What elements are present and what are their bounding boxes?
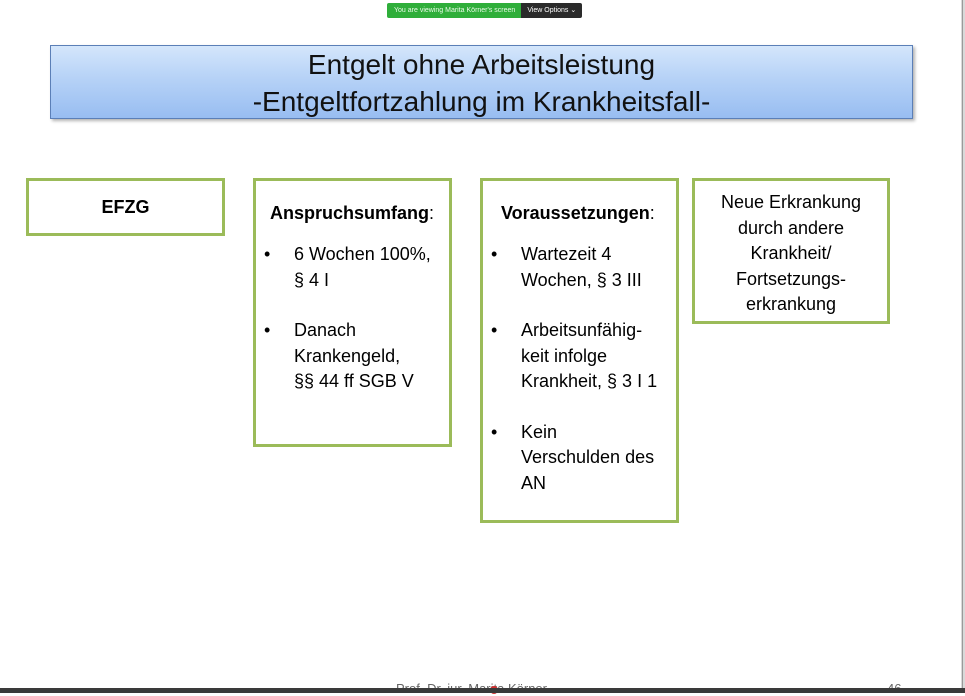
list-item-line: Kein [521, 421, 558, 442]
list-item [483, 420, 676, 497]
list-item-line: keit infolge [521, 345, 608, 366]
bullet-icon: • [491, 421, 498, 442]
list-item [256, 242, 449, 293]
list-item-line: §§ 44 ff SGB V [294, 371, 414, 391]
list-item [483, 242, 676, 293]
card-efzg-heading: EFZG [101, 197, 150, 217]
card-text-line: Neue Erkrankung [720, 192, 862, 212]
card-efzg [26, 178, 225, 236]
list-item-line: Wochen, § 3 III [521, 269, 642, 290]
list-item-line: 6 Wochen 100%, [294, 244, 431, 264]
card-voraussetzungen-heading-text: Voraussetzungen [501, 203, 650, 223]
screen-share-bar [387, 3, 582, 18]
card-anspruchsumfang [253, 178, 452, 447]
bullet-icon: • [264, 320, 271, 340]
slide-title-line2: -Entgeltfortzahlung im Krankheitsfall- [252, 86, 711, 117]
card-text-line: durch andere [737, 217, 845, 238]
view-options-button[interactable] [521, 3, 582, 18]
view-options-label: View Options [527, 7, 569, 14]
window-right-edge [961, 0, 965, 693]
list-item [483, 318, 676, 395]
chevron-down-icon: ⌄ [570, 7, 577, 14]
card-anspruchsumfang-heading-text: Anspruchsumfang [270, 203, 430, 223]
list-spacer [483, 395, 676, 420]
list-item-line: Wartezeit 4 [521, 244, 612, 264]
list-item-line: Verschulden des [521, 447, 655, 467]
card-anspruchsumfang-heading-colon: : [429, 203, 435, 223]
card-voraussetzungen-heading-colon: : [649, 203, 655, 223]
list-item-line: AN [521, 472, 547, 493]
list-spacer [483, 293, 676, 318]
list-spacer [256, 293, 449, 318]
card-text-line: erkrankung [745, 294, 837, 314]
card-voraussetzungen [480, 178, 679, 523]
list-item-line: Danach [294, 320, 357, 340]
bottom-toolbar-edge [0, 688, 965, 693]
card-neue-erkrankung [692, 178, 890, 324]
card-anspruchsumfang-heading [256, 203, 449, 224]
list-item-line: Krankheit, § 3 I 1 [521, 371, 658, 391]
list-item [256, 318, 449, 395]
card-text-line: Fortsetzungs- [735, 268, 847, 289]
bullet-icon: • [264, 244, 271, 264]
slide-title-line1: Entgelt ohne Arbeitsleistung [307, 49, 656, 80]
bullet-icon: • [491, 244, 498, 264]
list-item-line: Arbeitsunfähig- [521, 320, 643, 340]
slide-title [50, 45, 913, 119]
list-item-line: § 4 I [294, 269, 330, 290]
bullet-icon: • [491, 320, 498, 340]
screen-share-status: You are viewing Marita Körner's screen [387, 3, 521, 18]
list-item-line: Krankengeld, [294, 345, 401, 366]
card-voraussetzungen-heading [483, 203, 676, 224]
card-text-line: Krankheit/ [750, 243, 832, 263]
